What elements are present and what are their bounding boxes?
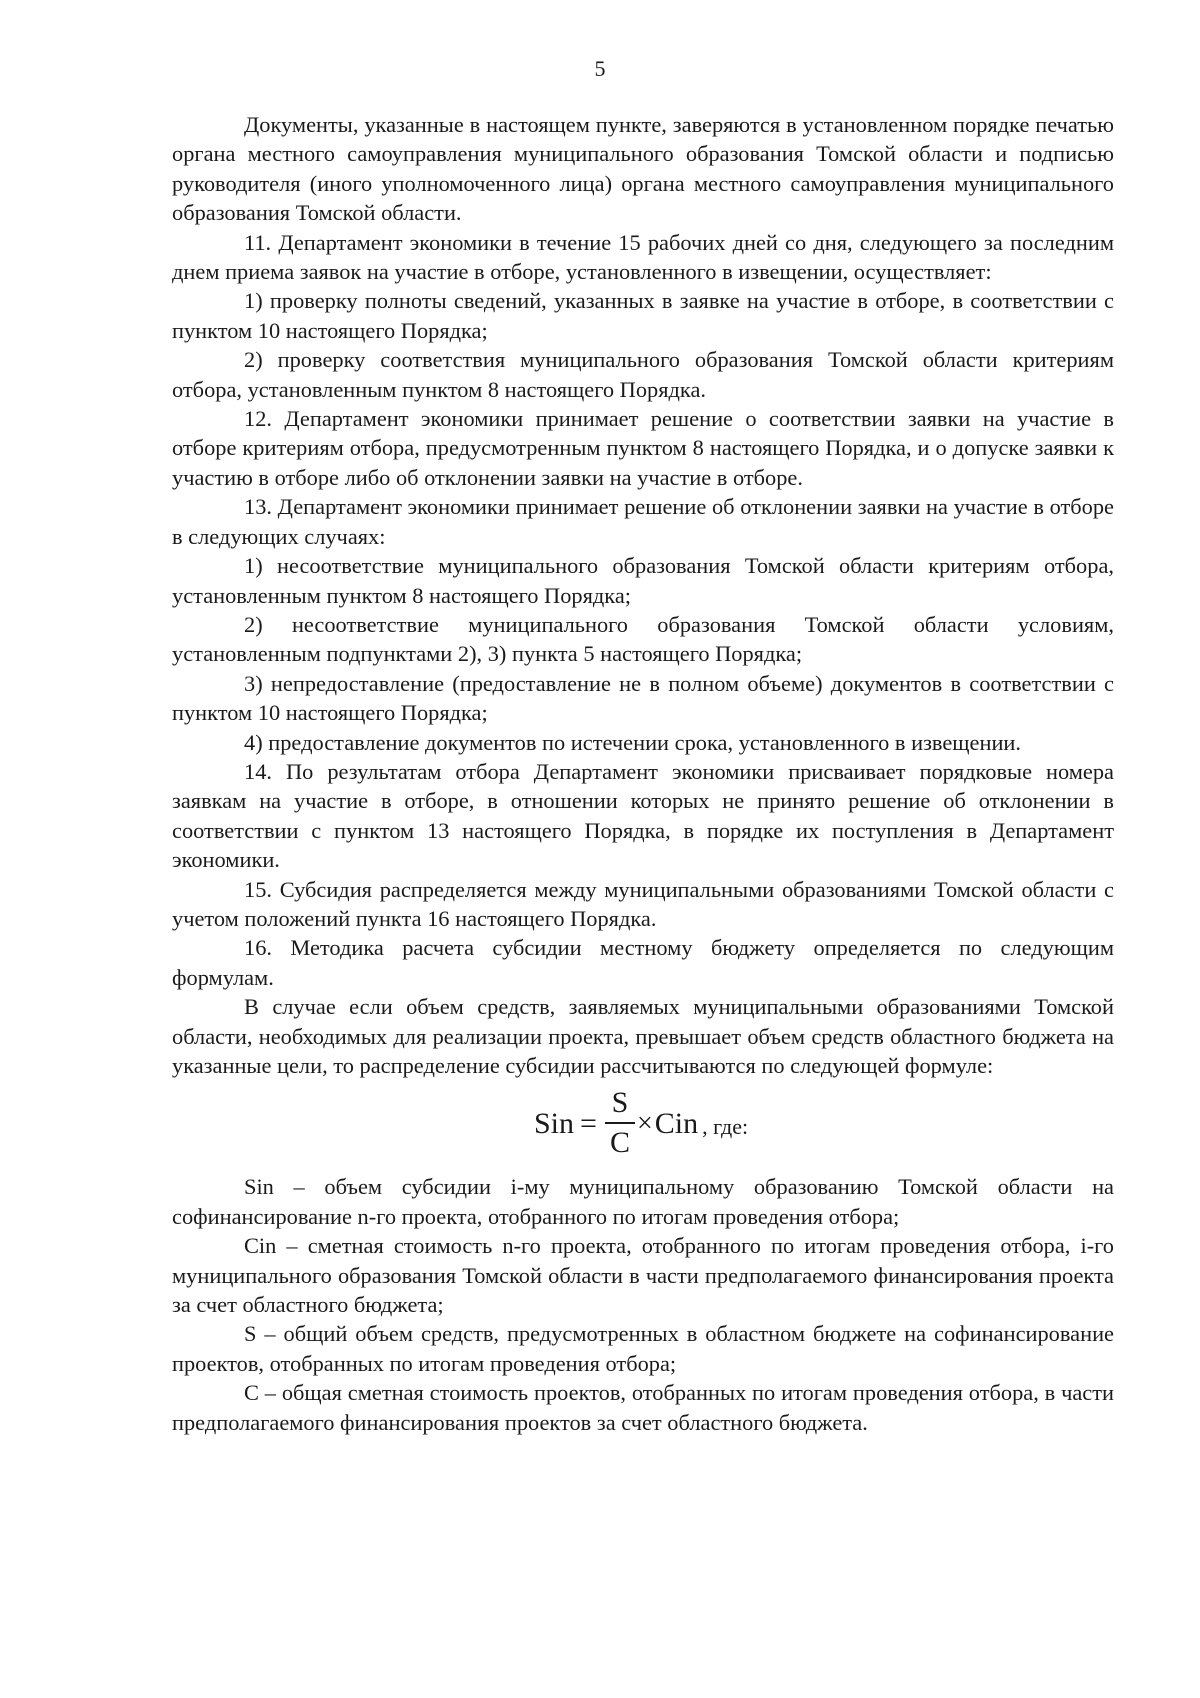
formula-times: × — [636, 1107, 653, 1139]
paragraph-item-14: 14. По результатам отбора Департамент экономики присваивает порядковые номера заявкам на участие в отборе, в отношении которых не принято решение об отклонении в соответствии с пунктом 13 настоящего Порядка, в порядке их поступления в Департамент экономики. — [172, 758, 1114, 873]
paragraph-item-11-sub-2: 2) проверку соответствия муниципального образования Томской области критериям отбора, установленным пунктом 8 настоящего Порядка. — [172, 347, 1114, 402]
formula-numerator: S — [611, 1086, 629, 1120]
paragraph-item-11: 11. Департамент экономики в течение 15 рабочих дней со дня, следующего за последним днем приема заявок на участие в отборе, установленного в извещении, осуществляет: — [172, 229, 1114, 285]
formula-denominator: C — [609, 1126, 630, 1160]
paragraph-formula-intro: В случае если объем средств, заявляемых муниципальными образованиями Томской области, необходимых для реализации проекта, превышает объем средств областного бюджета на указанные цели, то распределение субсидии рассчитываются по следующей формуле: — [172, 994, 1114, 1078]
formula-rhs: Cin — [654, 1106, 699, 1140]
page-number: 5 — [594, 56, 606, 81]
paragraph-item-11-sub-1: 1) проверку полноты сведений, указанных в заявке на участие в отборе, в соответствии с пунктом 10 настоящего Порядка; — [172, 288, 1114, 343]
document-body — [172, 110, 1114, 1437]
formula-fraction — [605, 1086, 635, 1160]
definition-c: C – общая сметная стоимость проектов, отобранных по итогам проведения отбора, в части предполагаемого финансирования проектов за счет областного бюджета. — [172, 1380, 1114, 1435]
definition-sin: Sin – объем субсидии i-му муниципальному образованию Томской области на софинансирование n-го проекта, отобранного по итогам проведения отбора; — [172, 1174, 1114, 1229]
paragraph-item-13: 13. Департамент экономики принимает решение об отклонении заявки на участие в отборе в следующих случаях: — [172, 494, 1114, 549]
paragraph-item-13-sub-4: 4) предоставление документов по истечении срока, установленного в извещении. — [244, 729, 1022, 755]
paragraph-item-13-sub-2: 2) несоответствие муниципального образования Томской области условиям, установленным подпунктами 2), 3) пункта 5 настоящего Порядка; — [172, 611, 1114, 667]
paragraph-documents-certification: Документы, указанные в настоящем пункте, заверяются в установленном порядке печатью органа местного самоуправления муниципального образования Томской области и подписью руководителя (иного уполномоченного лица) органа местного самоуправления муниципального образования Томской области. — [172, 112, 1114, 226]
definition-cin: Cin – сметная стоимость n-го проекта, отобранного по итогам проведения отбора, i-го муниципального образования Томской области в части предполагаемого финансирования проекта за счет областного бюджета; — [172, 1233, 1114, 1318]
paragraph-item-12: 12. Департамент экономики принимает решение о соответствии заявки на участие в отборе критериям отбора, предусмотренным пунктом 8 настоящего Порядка, и о допуске заявки к участию в отборе либо об отклонении заявки на участие в отборе. — [172, 406, 1114, 490]
definition-s: S – общий объем средств, предусмотренных в областном бюджете на софинансирование проектов, отобранных по итогам проведения отбора; — [172, 1321, 1114, 1376]
paragraph-item-16: 16. Методика расчета субсидии местному бюджету определяется по следующим формулам. — [172, 935, 1114, 990]
paragraph-item-13-sub-1: 1) несоответствие муниципального образования Томской области критериям отбора, установленным пунктом 8 настоящего Порядка; — [172, 553, 1114, 608]
subsidy-formula — [172, 1080, 1114, 1172]
formula-equals: = — [580, 1106, 597, 1140]
paragraph-item-15: 15. Субсидия распределяется между муниципальными образованиями Томской области с учетом положений пункта 16 настоящего Порядка. — [172, 876, 1114, 931]
formula-lhs: Sin — [534, 1106, 575, 1140]
formula-suffix: , где: — [702, 1113, 749, 1139]
paragraph-item-13-sub-3: 3) непредоставление (предоставление не в полном объеме) документов в соответствии с пунктом 10 настоящего Порядка; — [172, 670, 1114, 726]
